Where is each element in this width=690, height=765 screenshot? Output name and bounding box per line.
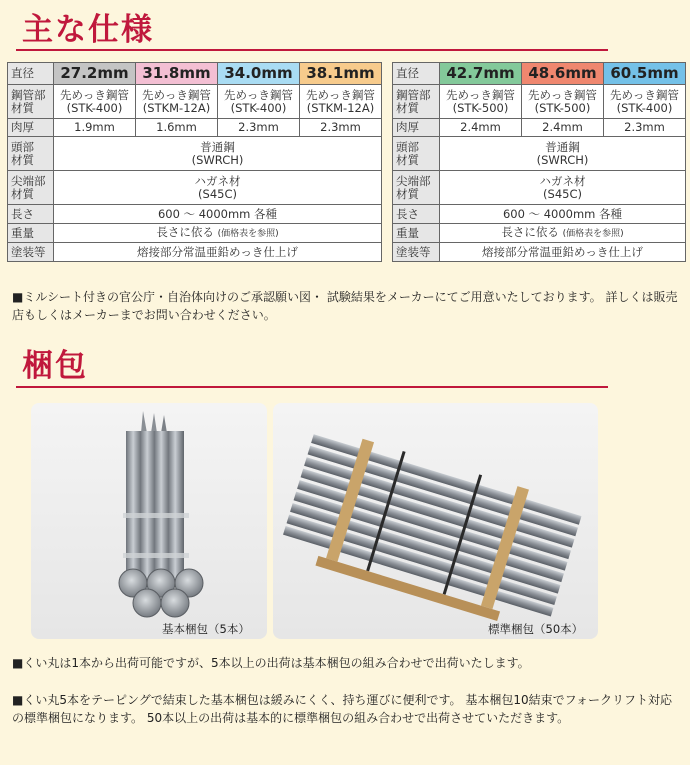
row-label: 直径 [8,63,54,85]
thickness-cell: 2.4mm [440,119,522,137]
tip-material-cell: ハガネ材 (S45C) [54,171,382,205]
table-row [8,63,382,85]
table-row [8,243,382,262]
row-label: 重量 [393,224,440,243]
coating-cell: 熔接部分常温亜鉛めっき仕上げ [440,243,686,262]
thickness-cell: 2.3mm [218,119,300,137]
material-cell: 先めっき鋼管 (STK-500) [522,85,604,119]
row-label: 鋼管部 材質 [393,85,440,119]
pipe-bundle-image [31,403,267,639]
row-label: 鋼管部 材質 [8,85,54,119]
row-label: 塗装等 [393,243,440,262]
material-cell: 先めっき鋼管 (STK-400) [54,85,136,119]
diameter-cell: 38.1mm [300,63,382,85]
standard-bundle-photo [273,403,598,639]
packing-section-title: 梱包 [22,348,88,384]
table-row [8,137,382,171]
spec-section-title: 主な仕様 [22,12,154,48]
mill-sheet-note: ■ミルシート付きの官公庁・自治体向けのご承認願い図・ 試験結果をメーカーにてご用意いたしております。 詳しくは販売店もしくはメーカーまでお問い合わせください。 [12,290,678,322]
bullet-shipping-unit: ■くい丸は1本から出荷可能ですが、5本以上の出荷は基本梱包の組み合わせで出荷いたします。 [12,656,530,670]
material-cell: 先めっき鋼管 (STK-400) [218,85,300,119]
thickness-cell: 1.6mm [136,119,218,137]
row-label: 長さ [8,205,54,224]
material-cell: 先めっき鋼管 (STKM-12A) [136,85,218,119]
head-material-cell: 普通鋼 (SWRCH) [440,137,686,171]
material-cell: 先めっき鋼管 (STK-400) [604,85,686,119]
basic-bundle-caption: 基本梱包（5本） [162,622,250,636]
standard-bundle-caption: 標準梱包（50本） [488,622,584,636]
table-row [393,63,686,85]
diameter-cell: 34.0mm [218,63,300,85]
weight-value: 長さに依る [501,224,559,239]
table-row [393,119,686,137]
weight-cell [440,224,686,243]
coating-cell: 熔接部分常温亜鉛めっき仕上げ [54,243,382,262]
row-label: 肉厚 [8,119,54,137]
table-row [8,85,382,119]
row-label: 直径 [393,63,440,85]
row-label: 尖端部 材質 [393,171,440,205]
packing-title-rule [16,386,608,388]
bullet-bundle-info: ■くい丸5本をテーピングで結束した基本梱包は緩みにくく、持ち運びに便利です。 基本梱包10結束でフォークリフト対応の標準梱包になります。 50本以上の出荷は基本的に標準梱包の組み合わせで出荷させていただきます。 [12,693,673,725]
spec-table-right [392,62,686,262]
row-label: 長さ [393,205,440,224]
thickness-cell: 1.9mm [54,119,136,137]
length-cell: 600 ～ 4000mm 各種 [440,205,686,224]
table-row [8,224,382,243]
table-row [393,205,686,224]
diameter-cell: 27.2mm [54,63,136,85]
table-row [393,137,686,171]
material-cell: 先めっき鋼管 (STKM-12A) [300,85,382,119]
length-cell: 600 ～ 4000mm 各種 [54,205,382,224]
material-cell: 先めっき鋼管 (STK-500) [440,85,522,119]
basic-bundle-photo [31,403,267,639]
spec-table-left [7,62,382,262]
table-row [8,171,382,205]
table-row [393,85,686,119]
weight-note: (価格表を参照) [562,228,624,239]
table-row [8,119,382,137]
weight-note: (価格表を参照) [217,228,279,239]
table-row [393,224,686,243]
diameter-cell: 31.8mm [136,63,218,85]
row-label: 肉厚 [393,119,440,137]
spec-title-rule [16,49,608,51]
weight-cell [54,224,382,243]
row-label: 塗装等 [8,243,54,262]
head-material-cell: 普通鋼 (SWRCH) [54,137,382,171]
diameter-cell: 60.5mm [604,63,686,85]
pallet-bundle-image [273,403,598,639]
table-row [393,243,686,262]
thickness-cell: 2.4mm [522,119,604,137]
diameter-cell: 42.7mm [440,63,522,85]
tip-material-cell: ハガネ材 (S45C) [440,171,686,205]
row-label: 頭部 材質 [8,137,54,171]
diameter-cell: 48.6mm [522,63,604,85]
row-label: 頭部 材質 [393,137,440,171]
thickness-cell: 2.3mm [300,119,382,137]
table-row [8,205,382,224]
weight-value: 長さに依る [156,224,214,239]
table-row [393,171,686,205]
row-label: 重量 [8,224,54,243]
thickness-cell: 2.3mm [604,119,686,137]
row-label: 尖端部 材質 [8,171,54,205]
